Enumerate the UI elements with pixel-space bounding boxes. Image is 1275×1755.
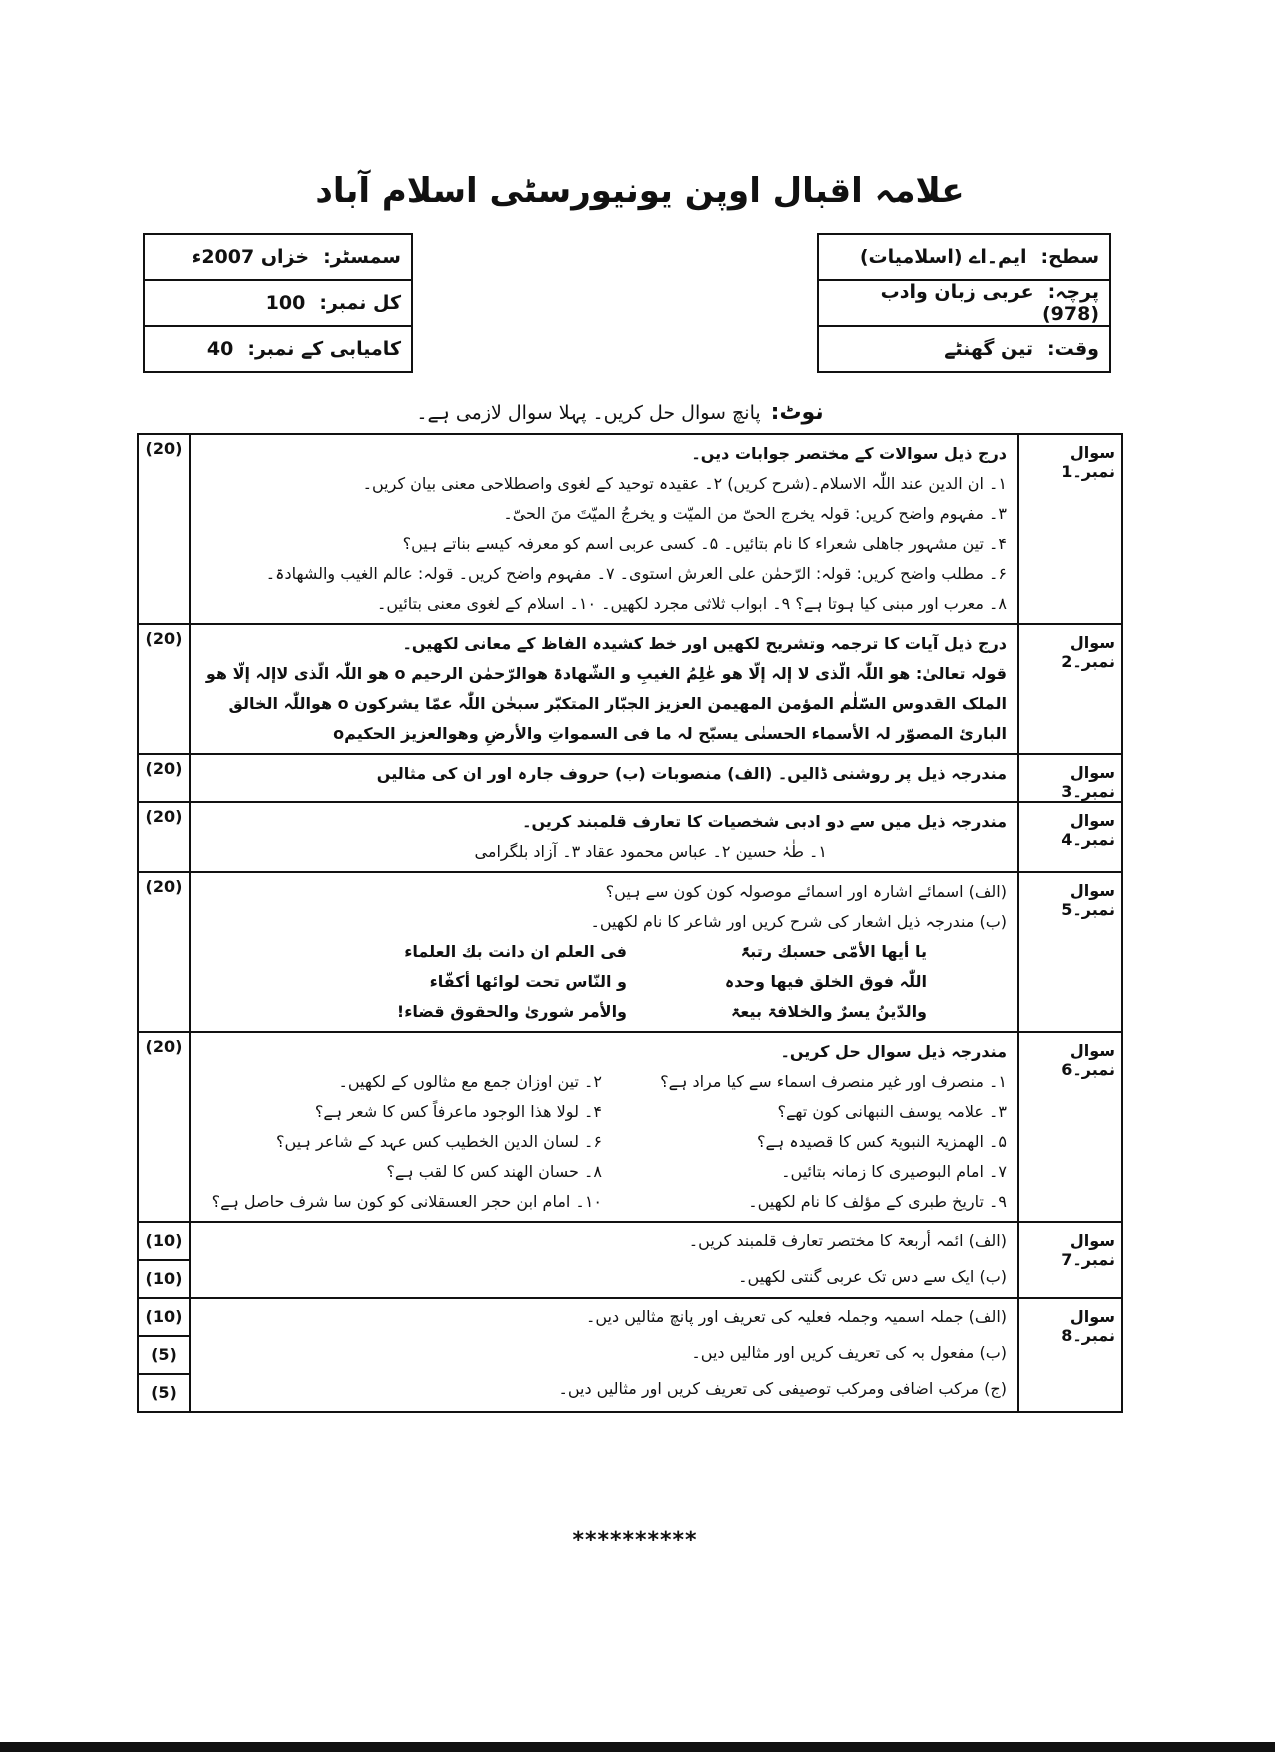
paper-value: عربی زبان وادب (978) bbox=[880, 281, 1099, 325]
question-row-8 bbox=[138, 1298, 1122, 1412]
level-label: سطح: bbox=[1040, 246, 1099, 268]
question-line: ۱۰۔ امام ابن حجر العسقلانی کو کون سا شرف حاصل ہے؟ bbox=[211, 1192, 602, 1211]
question-heading: مندرجہ ذیل سوال حل کریں۔ bbox=[780, 1042, 1007, 1061]
question-number: سوال نمبر۔6 bbox=[1018, 1032, 1122, 1222]
question-line: ۶۔ لسان الدین الخطیب کس عہد کے شاعر ہیں؟ bbox=[276, 1132, 602, 1151]
exam-info-right bbox=[817, 233, 1111, 373]
question-line: (ج) مرکب اضافی ومرکب توصیفی کی تعریف کریں اور مثالیں دیں۔ bbox=[558, 1379, 1007, 1398]
question-marks: (20) bbox=[138, 754, 190, 802]
exam-info-left bbox=[143, 233, 413, 373]
question-pair bbox=[197, 1097, 1007, 1127]
total-marks-cell bbox=[144, 280, 412, 326]
question-line: ۷۔ امام البوصیری کا زمانہ بتائیں۔ bbox=[781, 1162, 1007, 1181]
question-line: الباریٔ المصوّر لہ الأسماء الحسنٰی یسبّح لہ ما فی السمواتِ والأرضِ وھوالعزیز الحکیمo bbox=[333, 724, 1007, 743]
question-line: (ب) مندرجہ ذیل اشعار کی شرح کریں اور شاعر کا نام لکھیں۔ bbox=[590, 912, 1007, 931]
page-title: علامہ اقبال اوپن یونیورسٹی اسلام آباد bbox=[315, 171, 965, 211]
question-line: ۳۔ علامہ یوسف النبھانی کون تھے؟ bbox=[777, 1102, 1007, 1121]
pass-marks-label: کامیابی کے نمبر: bbox=[247, 338, 401, 360]
poem-verse: والدّینُ یسرٌ والخلافۃ بیعۃ bbox=[731, 1002, 927, 1021]
poem-verse: یا أیھا الأمّی حسبك رتبۃً bbox=[740, 942, 927, 961]
part-marks: (10) bbox=[145, 1269, 183, 1288]
question-heading: درج ذیل آیات کا ترجمہ وتشریح لکھیں اور خط کشیدہ الفاظ کے معانی لکھیں۔ bbox=[402, 634, 1007, 653]
question-line: ۸۔ معرب اور مبنی کیا ہوتا ہے؟ ۹۔ ابواب ثلاثی مجرد لکھیں۔ ۱۰۔ اسلام کے لغوی معنی بتائیں۔ bbox=[376, 594, 1007, 613]
time-cell bbox=[818, 326, 1110, 372]
question-row-2 bbox=[138, 624, 1122, 754]
poem-verse: والأمر شوریٰ والحقوق قضاء! bbox=[396, 1002, 627, 1021]
part-marks: (5) bbox=[139, 1337, 189, 1375]
question-number: سوال نمبر۔3 bbox=[1018, 754, 1122, 802]
question-line: ۵۔ الھمزیۃ النبویۃ کس کا قصیدہ ہے؟ bbox=[756, 1132, 1007, 1151]
question-body bbox=[190, 1222, 1018, 1298]
note-label: نوٹ: bbox=[770, 400, 824, 425]
pass-marks-cell bbox=[144, 326, 412, 372]
question-marks bbox=[138, 1298, 190, 1412]
question-line: قولہ تعالیٰ: ھو اللّٰہ الّذی لا إلہ إلّا ھو عٰلِمُ الغیبِ و الشّھادۃ ھوالرّحمٰن الرحیم o ھو اللّٰہ الّذی لاإلہ إلّا ھو bbox=[205, 664, 1007, 683]
question-row-6 bbox=[138, 1032, 1122, 1222]
poem-couplet bbox=[197, 997, 1007, 1027]
question-line: الملک القدوس السّلٰم المؤمن المھیمن العزیز الجبّار المتکبّر سبحٰن اللّٰہ عمّا یشرکون o ھواللّٰہ الخالق bbox=[228, 694, 1007, 713]
part-marks: (10) bbox=[139, 1299, 189, 1337]
question-row-7 bbox=[138, 1222, 1122, 1298]
question-body bbox=[190, 872, 1018, 1032]
question-marks: (20) bbox=[138, 434, 190, 624]
part-marks: (5) bbox=[151, 1383, 177, 1402]
poem-verse: اللّٰہ فوق الخلق فیھا وحدہ bbox=[724, 972, 927, 991]
instructions-note bbox=[380, 400, 860, 425]
question-body bbox=[190, 754, 1018, 802]
question-marks: (20) bbox=[138, 1032, 190, 1222]
question-pair bbox=[197, 1127, 1007, 1157]
question-line: ۶۔ مطلب واضح کریں: قولہ: الرّحمٰن علی العرش استوی۔ ۷۔ مفہوم واضح کریں۔ قولہ: عالم الغیب والشھادۃ۔ bbox=[265, 564, 1007, 583]
semester-cell bbox=[144, 234, 412, 280]
poem-couplet bbox=[197, 967, 1007, 997]
question-line: (الف) ائمہ أربعۃ کا مختصر تعارف قلمبند کریں۔ bbox=[688, 1231, 1007, 1250]
question-line: (ب) مفعول بہ کی تعریف کریں اور مثالیں دیں۔ bbox=[691, 1343, 1007, 1362]
question-pair bbox=[197, 1157, 1007, 1187]
question-line: (الف) اسمائے اشارہ اور اسمائے موصولہ کون کون سے ہیں؟ bbox=[605, 882, 1007, 901]
question-line: (ب) ایک سے دس تک عربی گنتی لکھیں۔ bbox=[738, 1267, 1007, 1286]
level-cell bbox=[818, 234, 1110, 280]
level-value: ایم۔اے (اسلامیات) bbox=[859, 246, 1027, 268]
question-marks: (20) bbox=[138, 802, 190, 872]
question-line: ۲۔ تین اوزان جمع مع مثالوں کے لکھیں۔ bbox=[338, 1072, 602, 1091]
total-marks-label: کل نمبر: bbox=[319, 292, 401, 314]
part-marks: (10) bbox=[139, 1223, 189, 1261]
question-marks: (20) bbox=[138, 624, 190, 754]
time-value: تین گھنٹے bbox=[944, 338, 1034, 360]
footer-stars: ********** bbox=[572, 1528, 698, 1553]
question-row-1 bbox=[138, 434, 1122, 624]
semester-label: سمسٹر: bbox=[323, 246, 401, 268]
time-label: وقت: bbox=[1047, 338, 1099, 360]
paper-label: پرچہ: bbox=[1047, 281, 1099, 303]
question-line: ۴۔ لولا ھذا الوجود ماعرفاً کس کا شعر ہے؟ bbox=[314, 1102, 602, 1121]
question-line: (الف) جملہ اسمیہ وجملہ فعلیہ کی تعریف اور پانچ مثالیں دیں۔ bbox=[585, 1307, 1007, 1326]
question-heading: مندرجہ ذیل پر روشنی ڈالیں۔ (الف) منصوبات (ب) حروف جارہ اور ان کی مثالیں bbox=[376, 764, 1007, 783]
question-line: ۱۔ طٰہٰ حسین ۲۔ عباس محمود عقاد ۳۔ آزاد بلگرامی bbox=[474, 842, 827, 861]
question-line: ۳۔ مفہوم واضح کریں: قولہ یخرج الحیّ من المیّت و یخرجُ المیّتَ منَ الحیّ۔ bbox=[503, 504, 1007, 523]
question-number: سوال نمبر۔7 bbox=[1018, 1222, 1122, 1298]
question-number: سوال نمبر۔4 bbox=[1018, 802, 1122, 872]
question-heading: درج ذیل سوالات کے مختصر جوابات دیں۔ bbox=[691, 444, 1007, 463]
question-row-3 bbox=[138, 754, 1122, 802]
poem-verse: و النّاس تحت لوائھا أکفّاء bbox=[429, 972, 627, 991]
question-body bbox=[190, 1032, 1018, 1222]
question-number: سوال نمبر۔1 bbox=[1018, 434, 1122, 624]
question-number: سوال نمبر۔2 bbox=[1018, 624, 1122, 754]
question-heading: مندرجہ ذیل میں سے دو ادبی شخصیات کا تعارف قلمبند کریں۔ bbox=[522, 812, 1007, 831]
question-body bbox=[190, 434, 1018, 624]
poem-verse: فی العلم ان دانت بك العلماء bbox=[404, 942, 627, 961]
semester-value: خزاں 2007ء bbox=[191, 246, 310, 268]
question-line: ۹۔ تاریخ طبری کے مؤلف کا نام لکھیں۔ bbox=[748, 1192, 1007, 1211]
question-body bbox=[190, 624, 1018, 754]
question-row-4 bbox=[138, 802, 1122, 872]
question-line: ۱۔ ان الدین عند اللّٰہ الاسلام۔(شرح کریں) ۲۔ عقیدہ توحید کے لغوی واصطلاحی معنی بیان کریں۔ bbox=[362, 474, 1007, 493]
questions-table bbox=[137, 433, 1123, 1413]
question-line: ۴۔ تین مشہور جاھلی شعراء کا نام بتائیں۔ ۵۔ کسی عربی اسم کو معرفہ کیسے بناتے ہیں؟ bbox=[402, 534, 1007, 553]
question-line: ۸۔ حسان الھند کس کا لقب ہے؟ bbox=[386, 1162, 602, 1181]
total-marks-value: 100 bbox=[265, 292, 306, 314]
question-marks bbox=[138, 1222, 190, 1298]
question-marks: (20) bbox=[138, 872, 190, 1032]
paper-cell bbox=[818, 280, 1110, 326]
question-pair bbox=[197, 1187, 1007, 1217]
question-row-5 bbox=[138, 872, 1122, 1032]
question-number: سوال نمبر۔5 bbox=[1018, 872, 1122, 1032]
bottom-border bbox=[0, 1742, 1275, 1752]
question-body bbox=[190, 802, 1018, 872]
poem-couplet bbox=[197, 937, 1007, 967]
question-number: سوال نمبر۔8 bbox=[1018, 1298, 1122, 1412]
pass-marks-value: 40 bbox=[206, 338, 234, 360]
question-line: ۱۔ منصرف اور غیر منصرف اسماء سے کیا مراد ہے؟ bbox=[660, 1072, 1007, 1091]
note-text: پانچ سوال حل کریں۔ پہلا سوال لازمی ہے۔ bbox=[416, 402, 761, 424]
question-pair bbox=[197, 1067, 1007, 1097]
question-body bbox=[190, 1298, 1018, 1412]
